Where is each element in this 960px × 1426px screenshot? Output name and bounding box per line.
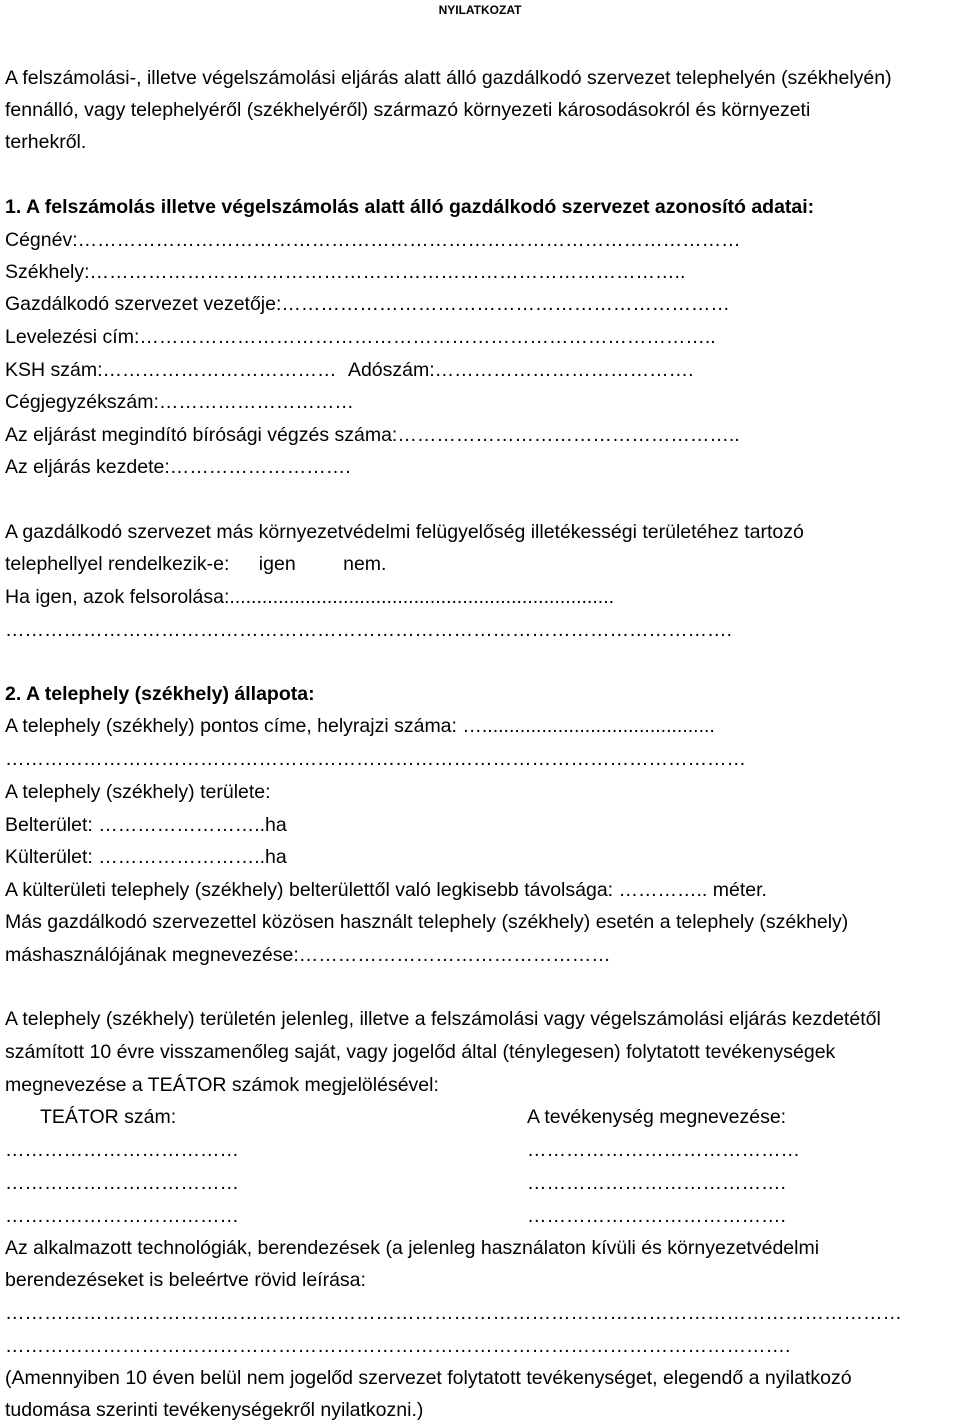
tevekenyseg-row-1: …………………………………… (527, 1139, 800, 1161)
tevekenyseg-line-3: megnevezése a TEÁTOR számok megjelölésével: (5, 1074, 439, 1096)
mashasznalo-line-1: Más gazdálkodó szervezettel közösen használt telephely (székhely) esetén a telephely (székhely) (5, 911, 849, 933)
teator-column-header: TEÁTOR szám: (40, 1106, 177, 1128)
note-line-2: tudomása szerinti tevékenységekről nyilatkozni.) (5, 1399, 424, 1421)
vegzes-szama-field: Az eljárást megindító bírósági végzés száma:…………………………………………….. (5, 424, 740, 446)
telephely-question-text: telephellyel rendelkezik-e: (5, 553, 230, 575)
section2-heading: 2. A telephely (székhely) állapota: (5, 683, 315, 705)
tevekenyseg-line-2: számított 10 évre visszamenőleg saját, vagy jogelőd által (ténylegesen) folytatott tevékenységek (5, 1041, 836, 1063)
belterulet-field: Belterület: ……………………..ha (5, 814, 287, 836)
ksh-field: KSH szám:……………………………… (5, 359, 342, 381)
teator-row-3: ……………………………… (5, 1205, 239, 1227)
telephely-cim-dots: …………………………………………………………………………………………………… (5, 748, 746, 770)
technologia-dots-1: ………………………………………………………………………………………………………………………… (5, 1302, 902, 1324)
telephely-question-line-2 (5, 552, 386, 576)
mashasznalo-field: máshasználójának megnevezése:………………………………………… (5, 944, 611, 966)
technologia-line-1: Az alkalmazott technológiák, berendezések (a jelenleg használaton kívüli és környezetvédelmi (5, 1237, 820, 1259)
telephely-terulete-label: A telephely (székhely) területe: (5, 781, 271, 803)
levelezesi-cim-field: Levelezési cím:…………………………………………………………………………….. (5, 326, 716, 348)
cegjegyzekszam-field: Cégjegyzékszám:………………………… (5, 391, 354, 413)
felsorolas-field: Ha igen, azok felsorolása:....................................................................... (5, 586, 615, 608)
tavolsag-field: A külterületi telephely (székhely) belterülettől való legkisebb távolsága: ………….. méter. (5, 879, 767, 901)
adoszam-field: Adószám:…………………………………. (347, 359, 694, 381)
teator-row-1: ……………………………… (5, 1139, 239, 1161)
eljaras-kezdete-field: Az eljárás kezdete:………………………. (5, 456, 351, 478)
document-title: NYILATKOZAT (438, 3, 522, 17)
szekhely-field: Székhely:……………………………………………………………………………….. (5, 261, 686, 283)
tevekenyseg-row-2: …………………………………. (527, 1172, 786, 1194)
tevekenyseg-row-3: …………………………………. (527, 1205, 786, 1227)
nem-option: nem. (343, 553, 387, 575)
telephely-cim-field: A telephely (székhely) pontos címe, helyrajzi száma: …........................................... (5, 715, 715, 737)
section1-heading: 1. A felszámolás illetve végelszámolás alatt álló gazdálkodó szervezet azonosító adatai: (5, 196, 815, 218)
note-line-1: (Amennyiben 10 éven belül nem jogelőd szervezet folytatott tevékenységet, elegendő a nyilatkozó (5, 1367, 852, 1389)
cegnev-field: Cégnév:………………………………………………………………………………………… (5, 229, 741, 251)
technologia-dots-2: …………………………………………………………………………………………………………. (5, 1335, 791, 1357)
kulterulet-field: Külterület: ……………………..ha (5, 846, 287, 868)
ksh-adoszam-row (5, 358, 694, 382)
igen-option: igen (258, 553, 296, 575)
felsorolas-dots: …………………………………………………………………………………………………. (5, 619, 732, 641)
intro-line-3: terhekről. (5, 131, 87, 153)
vezeto-field: Gazdálkodó szervezet vezetője:…………………………………………………………… (5, 293, 730, 315)
telephely-question-line-1: A gazdálkodó szervezet más környezetvédelmi felügyelőség illetékességi területéhez tartozó (5, 521, 804, 543)
tevekenyseg-line-1: A telephely (székhely) területén jelenleg, illetve a felszámolási vagy végelszámolási eljárás kezdetétől (5, 1008, 881, 1030)
tevekenyseg-column-header: A tevékenység megnevezése: (527, 1106, 787, 1128)
teator-row-2: ……………………………… (5, 1172, 239, 1194)
intro-line-1: A felszámolási-, illetve végelszámolási eljárás alatt álló gazdálkodó szervezet telephelyén (székhelyén) (5, 67, 892, 89)
technologia-line-2: berendezéseket is beleértve rövid leírása: (5, 1269, 366, 1291)
intro-line-2: fennálló, vagy telephelyéről (székhelyéről) származó környezeti károsodásokról és környezeti (5, 99, 811, 121)
